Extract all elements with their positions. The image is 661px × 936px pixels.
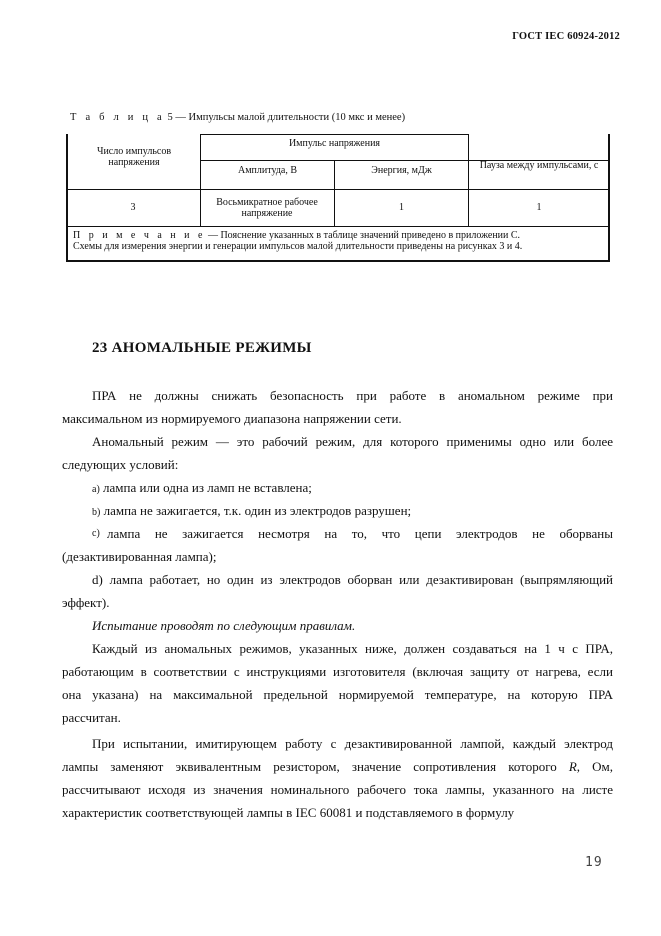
table-note-line1: — Пояснение указанных в таблице значений приведено в приложении С. (207, 230, 521, 241)
list-item-b (92, 499, 411, 524)
pulse-table (66, 134, 610, 262)
cell-pulse-count: 3 (130, 202, 136, 213)
header-energy: Энергия, мДж (371, 165, 432, 176)
paragraph-4-line-4: характеристик соответствующей лампы в IEC 60081 и подставляемого в формулу (62, 805, 515, 820)
cell-energy: 1 (399, 202, 404, 213)
list-item-a-text: лампа или одна из ламп не вставлена; (103, 480, 312, 495)
paragraph-3-line-2: работающим в соответствии с инструкциями изготовителя (включая защиту от нагрева, если (62, 664, 613, 679)
paragraph-1-line-2: максимальном из нормируемого диапазона напряжении сети. (62, 411, 402, 426)
cell-amplitude: Восьмикратное рабочее напряжение (216, 197, 318, 219)
cell-pause: 1 (536, 202, 542, 213)
header-pause: Пауза между импульсами, с (479, 160, 599, 171)
paragraph-4-line-2 (62, 755, 613, 778)
document-standard-header: ГОСТ IEC 60924-2012 (512, 31, 620, 42)
list-item-b-text: лампа не зажигается, т.к. один из электродов разрушен; (103, 503, 412, 518)
list-item-c-line-1: лампа не зажигается несмотря на то, что цепи электродов не оборваны (107, 526, 613, 541)
table-note-line2: Схемы для измерения энергии и генерации импульсов малой длительности приведены на рисунках 3 и 4. (73, 241, 523, 252)
paragraph-3-line-1: Каждый из аномальных режимов, указанных ниже, должен создаваться на 1 ч с ПРА, (92, 641, 613, 656)
paragraph-2-line-1: Аномальный режим — это рабочий режим, для которого применимы одно или более (92, 434, 613, 449)
paragraph-3-line-4: рассчитан. (62, 710, 121, 725)
section-title: 23 АНОМАЛЬНЫЕ РЕЖИМЫ (92, 340, 312, 356)
table-caption-prefix: Т а б л и ц а (70, 112, 165, 123)
header-pulse-count: Число импульсов напряжения (96, 146, 172, 168)
paragraph-1-line-1: ПРА не должны снижать безопасность при работе в аномальном режиме при (92, 388, 613, 403)
list-item-d-line-1: d) лампа работает, но один из электродов оборван или дезактивирован (выпрямляющий (92, 572, 613, 587)
paragraph-3-line-3: она указана) на максимальной предельной нормируемой температуре, на которую ПРА (62, 687, 613, 702)
list-item-b-letter: b) (92, 507, 101, 518)
table-note-label: П р и м е ч а н и е (73, 230, 206, 241)
table-caption-text: 5 — Импульсы малой длительности (10 мкс и менее) (167, 112, 406, 123)
paragraph-4-line-2-text: лампы заменяют эквивалентным резистором, значение сопротивления которого (62, 759, 557, 774)
test-rules-heading: Испытание проводят по следующим правилам. (92, 618, 356, 633)
paragraph-4-line-3: рассчитывают исходя из значения номинального рабочего тока лампы, указанного на листе (62, 782, 613, 797)
header-amplitude: Амплитуда, В (237, 165, 298, 176)
list-item-d-line-2: эффект). (62, 595, 110, 610)
paragraph-4-line-2-unit: , Ом, (576, 759, 613, 774)
list-item-a (92, 476, 312, 501)
list-item-c-line-2: (дезактивированная лампа); (62, 549, 217, 564)
list-item-c-letter: c) (92, 528, 100, 539)
resistance-variable: R (568, 759, 577, 774)
paragraph-4-line-1: При испытании, имитирующем работу с дезактивированной лампой, каждый электрод (92, 736, 613, 751)
table-note (73, 230, 522, 252)
paragraph-2-line-2: следующих условий: (62, 457, 179, 472)
header-voltage-pulse: Импульс напряжения (288, 138, 381, 149)
table-caption (70, 112, 405, 123)
page-number: 19 (585, 855, 603, 870)
list-item-a-letter: a) (92, 484, 100, 495)
